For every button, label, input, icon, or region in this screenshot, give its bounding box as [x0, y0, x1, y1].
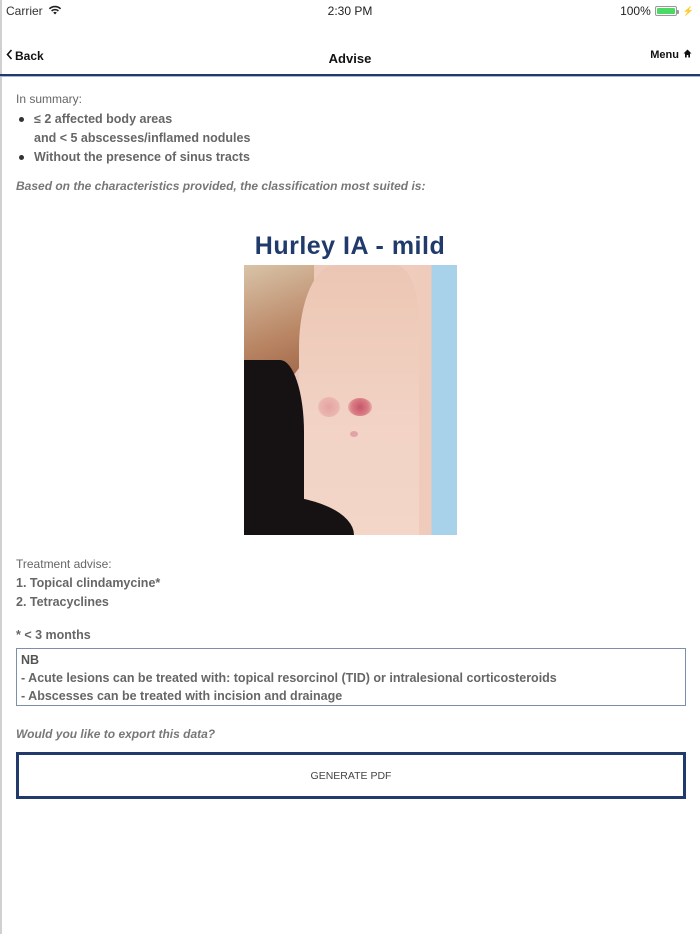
status-right [620, 4, 694, 18]
treatment-section [16, 557, 686, 642]
export-question: Would you like to export this data? [16, 727, 216, 741]
classification-photo [244, 265, 457, 535]
generate-pdf-button[interactable]: GENERATE PDF [16, 752, 686, 799]
treatment-list [16, 574, 686, 612]
menu-button[interactable] [650, 49, 692, 61]
bullet-icon [19, 155, 24, 160]
nb-note-box [16, 648, 686, 706]
home-icon [683, 49, 692, 61]
classification-title: Hurley IA - mild [254, 232, 446, 260]
header-divider [0, 74, 700, 77]
bullet-icon [19, 117, 24, 122]
summary-section [16, 92, 686, 193]
battery-icon [655, 6, 677, 16]
treatment-item: 2. Tetracyclines [16, 595, 109, 609]
treatment-item: 1. Topical clindamycine* [16, 576, 161, 590]
classification-intro: Based on the characteristics provided, the classification most suited is: [16, 179, 426, 193]
nb-title: NB [21, 653, 40, 667]
navigation-bar [0, 40, 700, 74]
menu-label: Menu [650, 49, 679, 61]
summary-item-line: ≤ 2 affected body areas [34, 112, 173, 126]
summary-item-line: Without the presence of sinus tracts [34, 150, 250, 164]
back-label: Back [15, 49, 44, 63]
nb-line: - Abscesses can be treated with incision and drainage [21, 689, 343, 703]
status-bar [0, 0, 700, 22]
summary-item [16, 110, 686, 148]
treatment-label: Treatment advise: [16, 557, 112, 571]
summary-label: In summary: [16, 92, 83, 106]
summary-list [16, 110, 686, 167]
status-time: 2:30 PM [327, 4, 373, 18]
battery-percent: 100% [620, 4, 651, 18]
carrier-label: Carrier [6, 4, 43, 18]
summary-item [16, 148, 686, 167]
summary-item-line: and < 5 abscesses/inflamed nodules [34, 131, 251, 145]
left-edge-divider [0, 0, 2, 934]
charging-bolt-icon: ⚡ [682, 5, 694, 16]
page-title: Advise [328, 51, 372, 66]
treatment-footnote: * < 3 months [16, 628, 91, 642]
nb-line: - Acute lesions can be treated with: topical resorcinol (TID) or intralesional corticosteroids [21, 671, 557, 685]
